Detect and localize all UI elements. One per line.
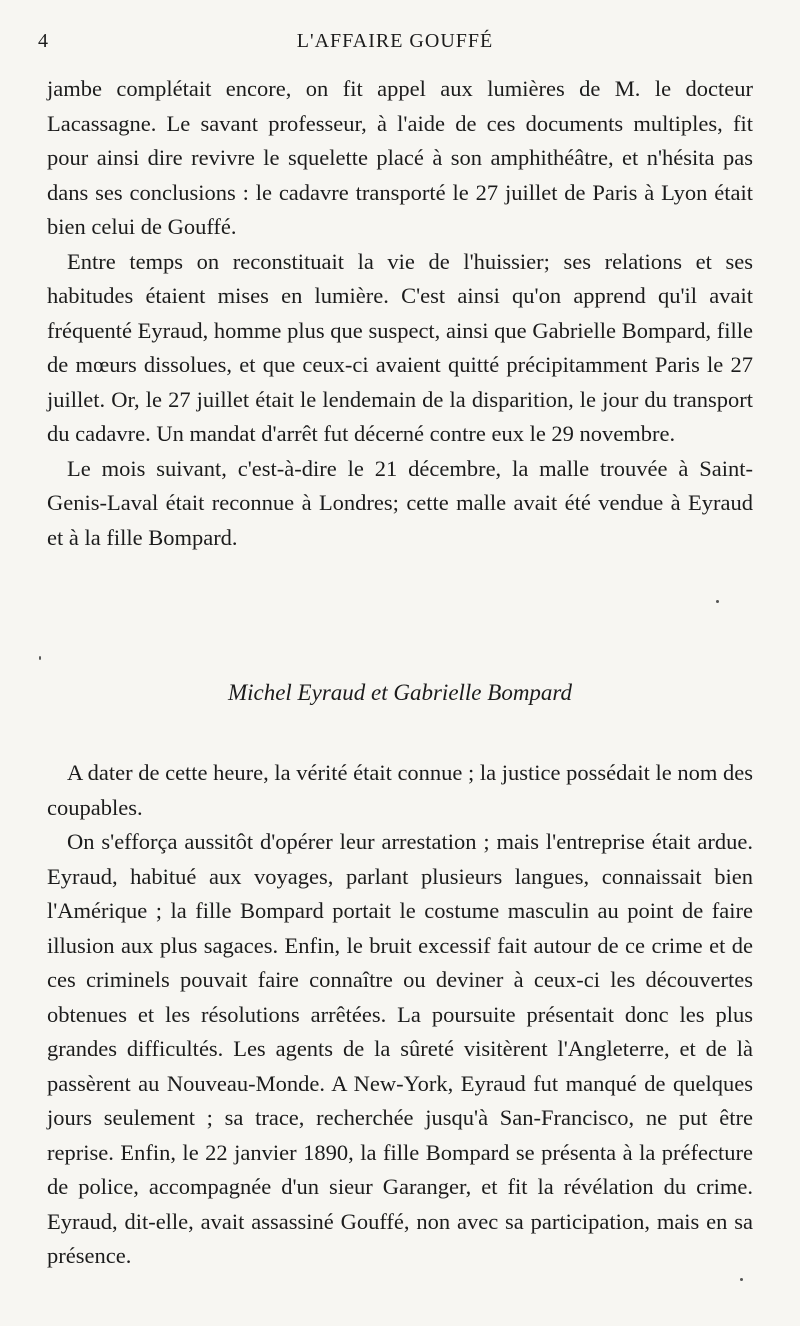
paragraph: Le mois suivant, c'est-à-dire le 21 décembre, la malle trouvée à Saint-Genis-Laval était reconnue à Londres; cette malle avait été vendue à Eyraud et à la fille Bompard. — [47, 455, 753, 550]
paragraph: jambe complétait encore, on fit appel aux lumières de M. le docteur Lacassagne. Le savant professeur, à l'aide de ces documents multiples, fit pour ainsi dire revivre le squelette placé à son amphithéâtre, et n'hésita pas dans ses conclusions : le cadavre transporté le 27 juillet de Paris à Lyon était bien celui de Gouffé. — [47, 76, 753, 239]
page-header — [38, 30, 752, 60]
body-text-top — [47, 72, 753, 555]
section-title: Michel Eyraud et Gabrielle Bompard — [227, 680, 573, 705]
paragraph: Entre temps on reconstituait la vie de l'huissier; ses relations et ses habitudes étaient mises en lumière. C'est ainsi qu'on apprend qu'il avait fréquenté Eyraud, homme plus que suspect, ainsi que Gabrielle Bompard, fille de mœurs dissolues, et que ceux-ci avaient quitté précipitamment Paris le 27 juillet. Or, le 27 juillet était le lendemain de la disparition, le jour du transport du cadavre. Un mandat d'arrêt fut décerné contre eux le 29 novembre. — [47, 248, 753, 446]
running-title: L'AFFAIRE GOUFFÉ — [296, 30, 494, 52]
print-speck — [716, 600, 719, 603]
paragraph: On s'efforça aussitôt d'opérer leur arrestation ; mais l'entreprise était ardue. Eyraud, habitué aux voyages, parlant plusieurs langues, connaissait bien l'Amérique ; la fille Bompard portait le costume masculin au point de faire illusion aux plus sagaces. Enfin, le bruit excessif fait autour de ce crime et de ces criminels pouvait faire connaître ou deviner à ceux-ci les découvertes obtenues et les résolutions arrêtées. La poursuite présentait donc les plus grandes difficultés. Les agents de la sûreté visitèrent l'Angleterre, et de là passèrent au Nouveau-Monde. A New-York, Eyraud fut manqué de quelques jours seulement ; sa trace, recherchée jusqu'à San-Francisco, ne put être reprise. Enfin, le 22 janvier 1890, la fille Bompard se présenta à la préfecture de police, accompagnée d'un sieur Garanger, et fit la révélation du crime. Eyraud, dit-elle, avait assassiné Gouffé, non avec sa participation, mais en sa présence. — [47, 829, 753, 1268]
paragraph: A dater de cette heure, la vérité était connue ; la justice possédait le nom des coupables. — [47, 760, 753, 820]
page-number: 4 — [38, 30, 49, 52]
print-speck — [740, 1278, 743, 1281]
print-speck — [39, 656, 41, 660]
body-text-bottom — [47, 756, 753, 1274]
